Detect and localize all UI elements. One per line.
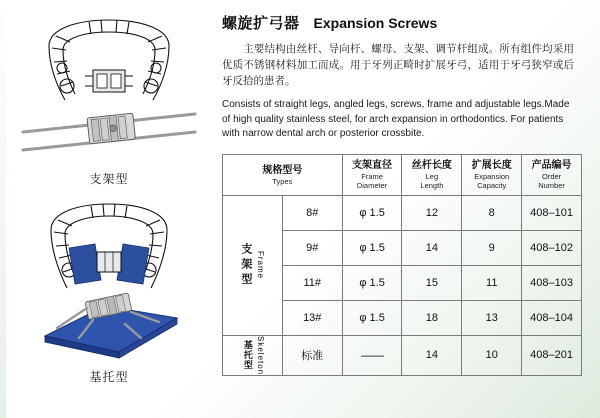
group-label-skeleton	[223, 335, 283, 375]
group-label-frame-en: Frame	[255, 250, 265, 280]
cell-expansion: 9	[462, 230, 522, 265]
cell-leg-length: 14	[402, 335, 462, 375]
cell-type: 11#	[282, 265, 342, 300]
column-header-order-number-en: Order Number	[538, 172, 565, 190]
title-chinese: 螺旋扩弓器	[222, 14, 300, 32]
cell-diameter: φ 1.5	[342, 195, 402, 230]
cell-order-number: 408–201	[522, 335, 582, 375]
cell-leg-length: 12	[402, 195, 462, 230]
cell-order-number: 408–102	[522, 230, 582, 265]
group-label-skeleton-cn: 基托型	[241, 340, 252, 371]
description-chinese-text: 主要结构由丝杆、导向杆、螺母、支架、调节杆组成。所有组件均采用优质不锈钢材料加工而成。用于牙列正畸时扩展牙弓，适用于牙弓狭窄或后牙反拾的患者。	[222, 43, 574, 87]
figure-caption: 支架型	[89, 172, 129, 186]
group-label-frame	[223, 195, 283, 335]
column-header-frame-diameter-cn: 支架直径	[352, 160, 393, 171]
column-header-leg-length-cn: 丝杆长度	[411, 160, 452, 171]
cell-diameter: φ 1.5	[342, 265, 402, 300]
column-header-order-number	[522, 154, 582, 195]
content-column	[222, 0, 600, 418]
title-english: Expansion Screws	[313, 15, 438, 31]
cell-type: 9#	[282, 230, 342, 265]
table-header	[223, 154, 582, 195]
cell-expansion: 8	[462, 195, 522, 230]
column-header-types-en: Types	[272, 176, 293, 186]
cell-expansion: 10	[462, 335, 522, 375]
column-header-order-number-cn: 产品编号	[531, 160, 572, 171]
cell-order-number: 408–103	[522, 265, 582, 300]
column-header-types-cn: 规格型号	[262, 164, 303, 176]
description-english: Consists of straight legs, angled legs, screws, frame and adjustable legs.Made of high quality stainless steel, for arch expansion in orthodontics. For patients with narrow dental arch or posterior crossbite.	[222, 99, 570, 139]
cell-type: 8#	[282, 195, 342, 230]
page-title	[222, 12, 600, 33]
table-row	[223, 335, 582, 375]
cell-order-number: 408–104	[522, 300, 582, 335]
cell-diameter: ——	[342, 335, 402, 375]
table-row	[223, 195, 582, 230]
group-label-skeleton-en: Skeleton	[255, 335, 265, 375]
table-body	[223, 195, 582, 375]
column-header-frame-diameter	[342, 154, 402, 195]
column-header-types	[223, 154, 343, 195]
figure-skeleton-type	[0, 196, 218, 385]
cell-diameter: φ 1.5	[342, 300, 402, 335]
group-label-frame-cn: 支架型	[239, 242, 253, 288]
column-header-expansion-capacity	[462, 154, 522, 195]
column-header-frame-diameter-en: Frame Diameter	[356, 172, 388, 190]
column-header-expansion-capacity-en: Expansion Capacity	[474, 172, 510, 190]
cell-type: 13#	[282, 300, 342, 335]
column-header-leg-length-en: Leg Length	[420, 172, 444, 190]
figure-frame-type	[0, 14, 218, 187]
column-header-leg-length	[402, 154, 462, 195]
column-header-expansion-capacity-cn: 扩展长度	[471, 160, 512, 171]
cell-expansion: 11	[462, 265, 522, 300]
illustration-column	[0, 0, 218, 418]
skeleton-type-appliance-illustration	[9, 196, 209, 366]
cell-leg-length: 18	[402, 300, 462, 335]
table-header-row	[223, 154, 582, 195]
cell-leg-length: 15	[402, 265, 462, 300]
figure-caption: 基托型	[89, 370, 129, 384]
frame-type-appliance-illustration	[9, 14, 209, 164]
cell-leg-length: 14	[402, 230, 462, 265]
cell-expansion: 13	[462, 300, 522, 335]
specification-table	[222, 154, 582, 376]
cell-type: 标准	[282, 335, 342, 375]
cell-diameter: φ 1.5	[342, 230, 402, 265]
description-chinese	[222, 41, 574, 89]
cell-order-number: 408–101	[522, 195, 582, 230]
